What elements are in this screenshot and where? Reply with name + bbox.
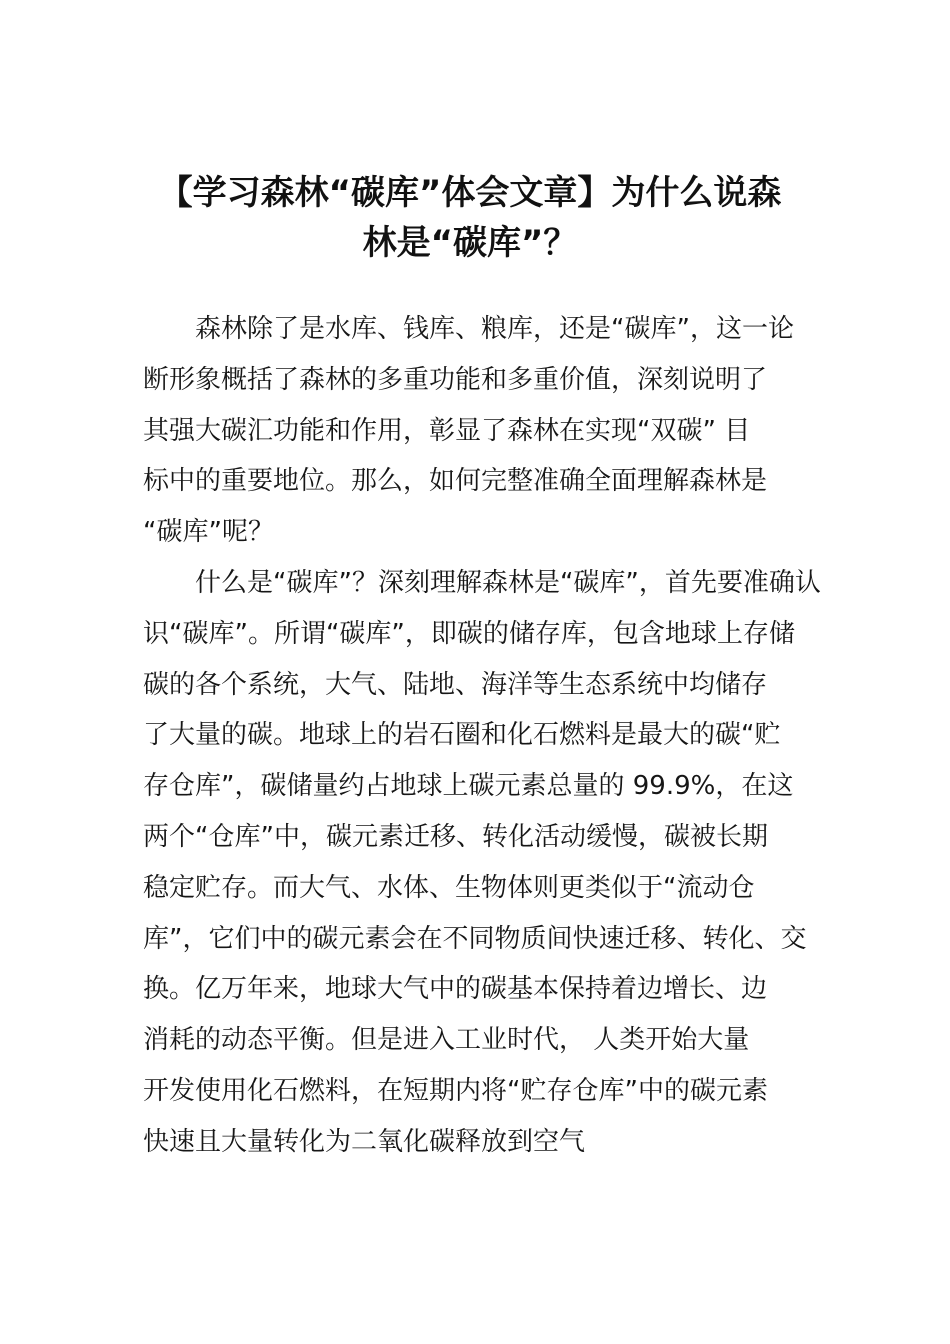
text-line: “碳库”呢？ — [143, 517, 274, 548]
text-line: 两个“仓库”中，碳元素迁移、转化活动缓慢，碳被长期 — [143, 821, 768, 852]
text-line: 标中的重要地位。那么，如何完整准确全面理解森林是 — [143, 466, 768, 497]
text-line: 森林除了是水库、钱库、粮库，还是“碳库”，这一论 — [195, 314, 794, 344]
text-line: 换。亿万年来，地球大气中的碳基本保持着边增长、边 — [143, 974, 768, 1005]
text-line: 存仓库”，碳储量约占地球上碳元素总量的 99.9%，在这 — [143, 771, 794, 802]
title-line: 林是“碳库”？ — [362, 223, 578, 263]
text-line: 快速且大量转化为二氧化碳释放到空气 — [143, 1126, 586, 1157]
text-line: 碳的各个系统，大气、陆地、海洋等生态系统中均储存 — [143, 669, 768, 700]
text-line: 稳定贮存。而大气、水体、生物体则更类似于“流动仓 — [143, 872, 755, 903]
text-line: 断形象概括了森林的多重功能和多重价值，深刻说明了 — [143, 364, 768, 395]
text-line: 其强大碳汇功能和作用，彰显了森林在实现“双碳” 目 — [143, 415, 751, 446]
text-line: 什么是“碳库”？深刻理解森林是“碳库”，首先要准确认 — [195, 567, 821, 598]
text-line: 开发使用化石燃料，在短期内将“贮存仓库”中的碳元素 — [143, 1075, 768, 1106]
text-line: 消耗的动态平衡。但是进入工业时代， 人类开始大量 — [143, 1025, 750, 1056]
text-line: 库”，它们中的碳元素会在不同物质间快速迁移、转化、交 — [143, 923, 807, 954]
text-line: 了大量的碳。地球上的岩石圈和化石燃料是最大的碳“贮 — [143, 720, 781, 751]
text-line: 识“碳库”。所谓“碳库”，即碳的储存库，包含地球上存储 — [143, 618, 795, 649]
document-title — [120, 168, 820, 268]
paragraph-intro — [143, 304, 823, 558]
title-line: 【学习森林“碳库”体会文章】为什么说森 — [158, 173, 782, 213]
paragraph-carbon-pool — [143, 558, 823, 1168]
document-body — [143, 304, 823, 1168]
